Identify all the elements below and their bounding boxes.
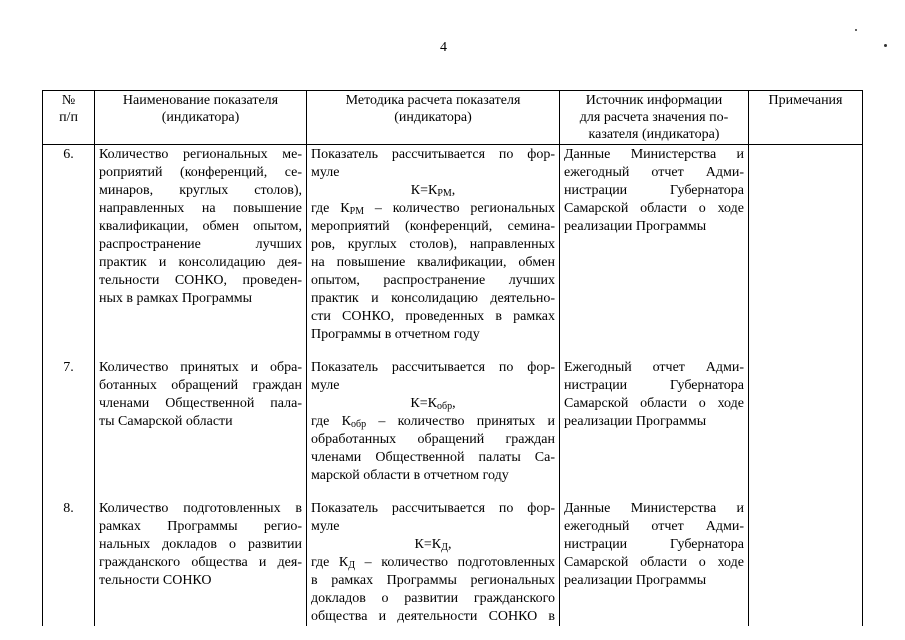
indicator-name: Количество принятых и обра- ботанных обращений граждан членами Общественной пала- ты Самарской области	[95, 358, 307, 499]
table-row	[43, 499, 863, 626]
header-method: Методика расчета показателя (индикатора)	[307, 91, 560, 145]
calculation-method: Показатель рассчитывается по фор- муле $К=К_{обр}$, где $К_{обр}$ – количество принятых и обработанных обращений граждан членами Общественной палаты Са- марской области в отчетном году	[307, 358, 560, 499]
notes-cell	[749, 145, 863, 359]
header-name: Наименование показателя (индикатора)	[95, 91, 307, 145]
formula: $К=К_{РМ}$,	[410, 183, 456, 199]
row-number: 8.	[43, 499, 95, 626]
notes-cell	[749, 499, 863, 626]
page-number: 4	[440, 40, 447, 55]
formula: $К=К_Д$,	[414, 537, 452, 553]
table-row	[43, 358, 863, 499]
header-row	[43, 91, 863, 145]
information-source: Данные Министерства и ежегодный отчет Адми- нистрации Губернатора Самарской области о ходе реализации Программы	[560, 499, 749, 626]
scan-speck	[855, 29, 857, 31]
formula: $К=К_{обр}$,	[410, 396, 456, 412]
indicator-name: Количество подготовленных в рамках Программы регио- нальных докладов о развитии гражданского общества и дея- тельности СОНКО	[95, 499, 307, 626]
header-num: № п/п	[43, 91, 95, 145]
header-source: Источник информации для расчета значения по- казателя (индикатора)	[560, 91, 749, 145]
indicators-table	[42, 90, 863, 626]
header-notes: Примечания	[749, 91, 863, 145]
calculation-method: Показатель рассчитывается по фор- муле $К=К_{РМ}$, где $К_{РМ}$ – количество региональных мероприятий (конференций, семина- ров, круглых столов), направленных на повышение квалификации, обмен опытом, распространение лучших практик и консолидацию деятельно- сти СОНКО, проведенных в рамках Программы в отчетном году	[307, 145, 560, 359]
scan-speck	[884, 44, 887, 47]
information-source: Ежегодный отчет Адми- нистрации Губернатора Самарской области о ходе реализации Программы	[560, 358, 749, 499]
information-source: Данные Министерства и ежегодный отчет Адми- нистрации Губернатора Самарской области о ходе реализации Программы	[560, 145, 749, 359]
indicator-name: Количество региональных ме- роприятий (конференций, се- минаров, круглых столов), направленных на повышение квалификации, обмен опытом, распространение лучших практик и консолидацию дея- тельности СОНКО, проведен- ных в рамках Программы	[95, 145, 307, 359]
calculation-method: Показатель рассчитывается по фор- муле $К=К_Д$, где $К_Д$ – количество подготовленных в рамках Программы региональных докладов о развитии гражданского общества и деятельности СОНКО в	[307, 499, 560, 626]
table-row	[43, 145, 863, 359]
row-number: 6.	[43, 145, 95, 359]
notes-cell	[749, 358, 863, 499]
row-number: 7.	[43, 358, 95, 499]
